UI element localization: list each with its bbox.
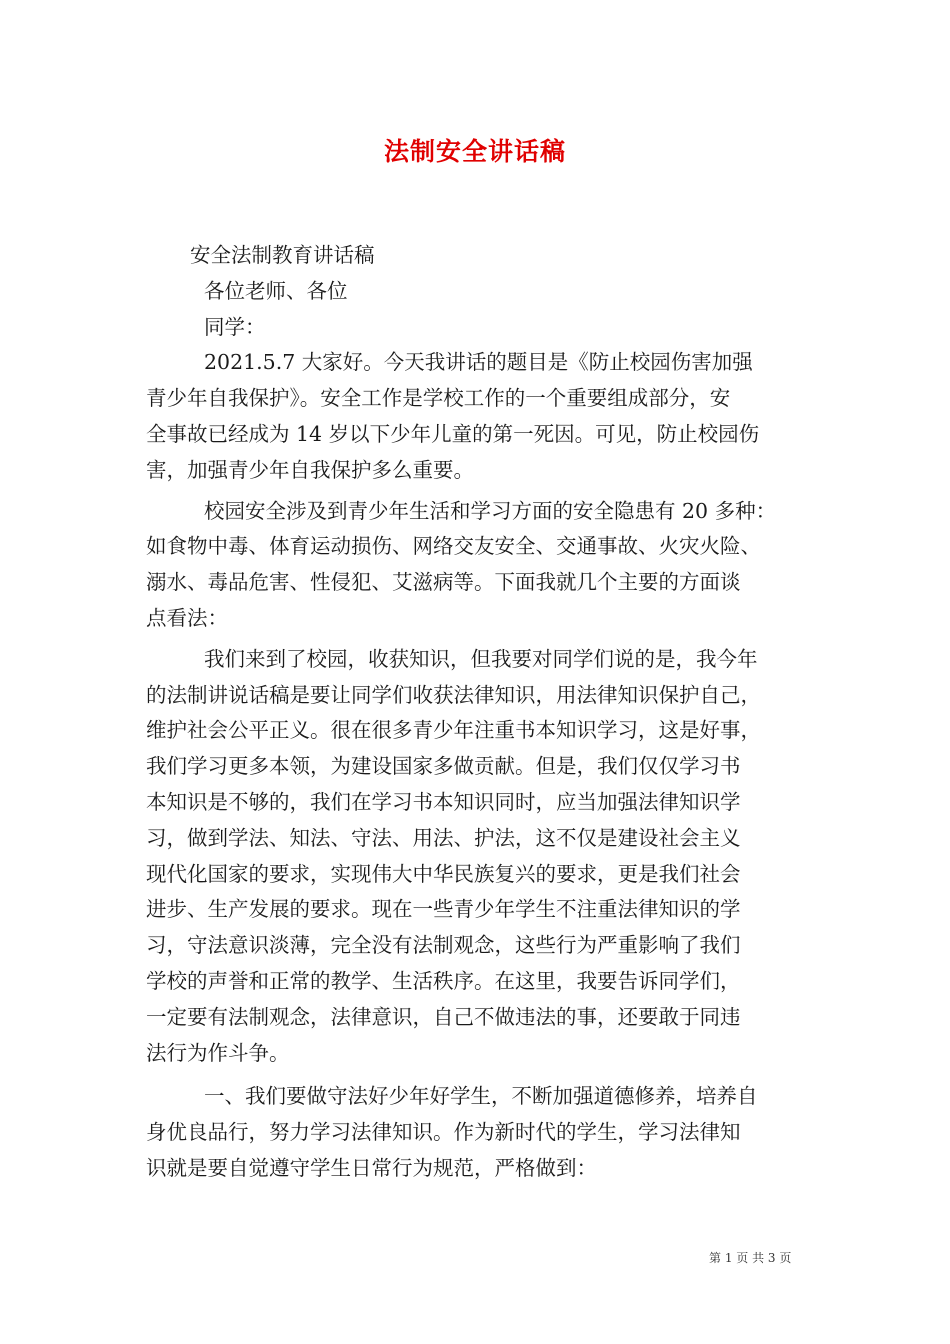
text-line: 我们来到了校园，收获知识，但我要对同学们说的是，我今年 [204, 646, 758, 671]
text-line: 识就是要自觉遵守学生日常行为规范，严格做到： [146, 1155, 597, 1180]
text-line: 习，守法意识淡薄，完全没有法制观念，这些行为严重影响了我们 [146, 933, 741, 958]
text-line: 青少年自我保护》。安全工作是学校工作的一个重要组成部分，安 [146, 386, 731, 411]
text-line: 身优良品行，努力学习法律知识。作为新时代的学生，学习法律知 [146, 1120, 741, 1145]
text-line: 学校的声誉和正常的教学、生活秩序。在这里，我要告诉同学们， [146, 968, 741, 993]
text-line: 害，加强青少年自我保护多么重要。 [146, 457, 474, 482]
salutation-line: 各位老师、各位 [204, 278, 348, 303]
text-line: 的法制讲说话稿是要让同学们收获法律知识，用法律知识保护自己， [146, 682, 761, 707]
text-line: 点看法： [146, 605, 228, 630]
paragraph-4 [146, 1079, 816, 1186]
page-number: 第 1 页 共 3 页 [709, 1251, 792, 1265]
document-body [146, 238, 816, 1187]
text-line: 习，做到学法、知法、守法、用法、护法，这不仅是建设社会主义 [146, 825, 741, 850]
text-line: 法行为作斗争。 [146, 1040, 290, 1065]
paragraph-3 [146, 642, 816, 1072]
text-line: 一、我们要做守法好少年好学生，不断加强道德修养，培养自 [204, 1084, 758, 1109]
text-line: 维护社会公平正义。很在很多青少年注重书本知识学习，这是好事， [146, 718, 761, 743]
text-line: 进步、生产发展的要求。现在一些青少年学生不注重法律知识的学 [146, 897, 741, 922]
document-title: 法制安全讲话稿 [383, 137, 566, 166]
salutation-line: 同学： [204, 314, 266, 339]
text-line: 如食物中毒、体育运动损伤、网络交友安全、交通事故、火灾火险、 [146, 534, 761, 559]
subtitle-line: 安全法制教育讲话稿 [190, 243, 375, 267]
text-line: 本知识是不够的，我们在学习书本知识同时，应当加强法律知识学 [146, 789, 741, 814]
paragraph-2 [146, 494, 816, 637]
text-line: 校园安全涉及到青少年生活和学习方面的安全隐患有 20 多种： [204, 498, 777, 523]
text-line: 现代化国家的要求，实现伟大中华民族复兴的要求，更是我们社会 [146, 861, 741, 886]
paragraph-1 [146, 345, 816, 488]
text-line: 我们学习更多本领，为建设国家多做贡献。但是，我们仅仅学习书 [146, 754, 741, 779]
text-line: 2021.5.7 大家好。今天我讲话的题目是《防止校园伤害加强 [204, 350, 753, 375]
text-line: 一定要有法制观念，法律意识，自己不做违法的事，还要敢于同违 [146, 1004, 741, 1029]
text-line: 全事故已经成为 14 岁以下少年儿童的第一死因。可见，防止校园伤 [146, 421, 760, 446]
text-line: 溺水、毒品危害、性侵犯、艾滋病等。下面我就几个主要的方面谈 [146, 570, 741, 595]
